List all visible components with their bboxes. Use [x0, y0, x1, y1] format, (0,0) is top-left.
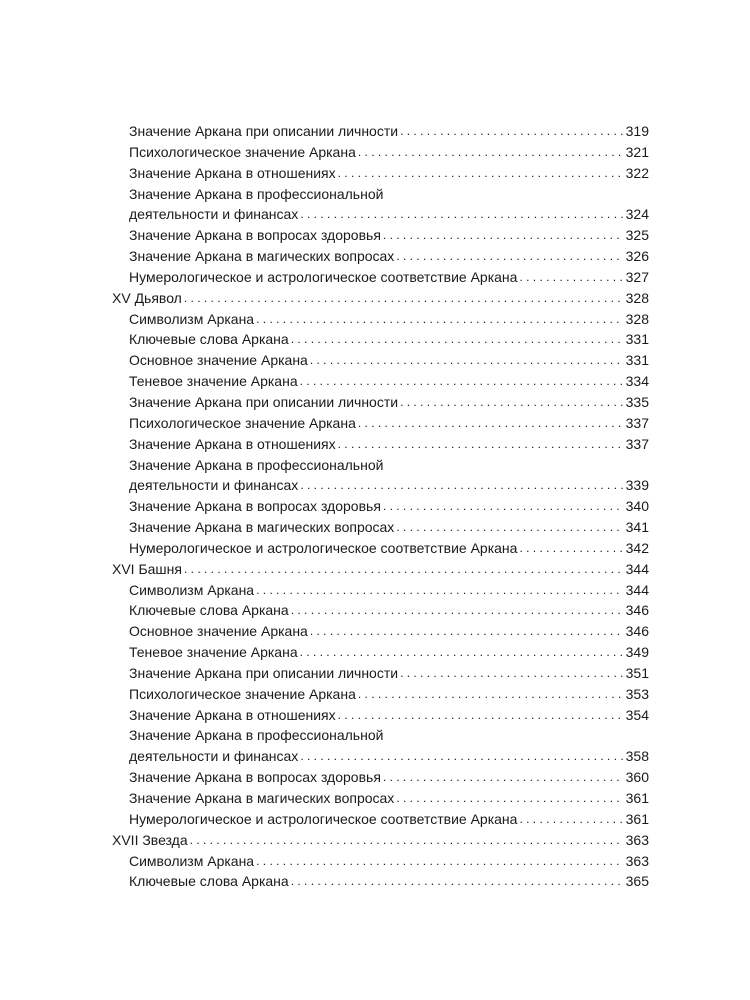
toc-entry-title: Психологическое значение Аркана — [129, 143, 356, 160]
dot-leader — [190, 830, 624, 851]
toc-page-number: 331 — [625, 352, 649, 369]
toc-entry-title: Значение Аркана в отношениях — [129, 435, 336, 452]
dot-leader — [519, 809, 623, 830]
toc-entry — [112, 309, 649, 330]
toc-entry — [112, 142, 649, 163]
toc-page-number: 346 — [625, 602, 649, 619]
dot-leader — [383, 767, 624, 788]
toc-entry — [112, 225, 649, 246]
toc-page-number: 360 — [625, 769, 649, 786]
toc-entry — [112, 642, 649, 663]
toc-chapter-entry — [112, 559, 649, 580]
toc-page-number: 353 — [625, 685, 649, 702]
dot-leader — [291, 600, 624, 621]
toc-entry — [112, 663, 649, 684]
dot-leader — [300, 204, 623, 225]
dot-leader — [396, 788, 623, 809]
toc-entry-title: Значение Аркана в профессиональной — [129, 456, 384, 473]
toc-entry-title: Теневое значение Аркана — [129, 373, 298, 390]
toc-entry — [112, 246, 649, 267]
toc-page-number: 321 — [625, 143, 649, 160]
toc-entry-title: Теневое значение Аркана — [129, 644, 298, 661]
toc-entry — [112, 496, 649, 517]
dot-leader — [300, 746, 623, 767]
toc-entry-title: Психологическое значение Аркана — [129, 414, 356, 431]
toc-page-number: 335 — [625, 393, 649, 410]
toc-page-number: 344 — [625, 560, 649, 577]
toc-page-number: 346 — [625, 623, 649, 640]
dot-leader — [310, 350, 624, 371]
dot-leader — [358, 413, 624, 434]
toc-page-number: 358 — [625, 748, 649, 765]
toc-entry-title: Значение Аркана при описании личности — [129, 393, 399, 410]
toc-entry — [112, 580, 649, 601]
toc-entry-title: Символизм Аркана — [129, 310, 255, 327]
toc-entry — [112, 538, 649, 559]
toc-entry-title: Значение Аркана в магических вопросах — [129, 519, 395, 536]
toc-entry-title: Значение Аркана в вопросах здоровья — [129, 498, 381, 515]
toc-entry — [112, 600, 649, 621]
dot-leader — [519, 538, 623, 559]
toc-entry — [112, 851, 649, 872]
toc-entry — [112, 871, 649, 892]
toc-entry — [112, 684, 649, 705]
toc-entry — [112, 746, 649, 767]
dot-leader — [291, 329, 624, 350]
toc-entry — [112, 788, 649, 809]
dot-leader — [519, 267, 623, 288]
toc-entry — [112, 371, 649, 392]
toc-page-number: 340 — [625, 498, 649, 515]
toc-page-number: 327 — [625, 268, 649, 285]
toc-page-number: 328 — [625, 310, 649, 327]
toc-entry — [112, 329, 649, 350]
toc-entry-title: XVII Звезда — [112, 831, 188, 848]
toc-page-number: 339 — [625, 477, 649, 494]
dot-leader — [300, 475, 623, 496]
dot-leader — [300, 371, 624, 392]
toc-entry-title: Значение Аркана в отношениях — [129, 706, 336, 723]
toc-entry — [112, 163, 649, 184]
toc-page-number: 328 — [625, 289, 649, 306]
toc-chapter-entry — [112, 288, 649, 309]
toc-entry — [112, 475, 649, 496]
dot-leader — [184, 288, 624, 309]
toc-page-number: 354 — [625, 706, 649, 723]
toc-entry-title: XV Дьявол — [112, 289, 182, 306]
toc-page-number: 325 — [625, 227, 649, 244]
toc-chapter-entry — [112, 830, 649, 851]
toc-entry-title: Ключевые слова Аркана — [129, 602, 289, 619]
toc-page-number: 363 — [625, 831, 649, 848]
toc-page-number: 331 — [625, 331, 649, 348]
toc-entry-title: Ключевые слова Аркана — [129, 873, 289, 890]
toc-entry — [112, 455, 649, 476]
toc-entry-title: Значение Аркана в магических вопросах — [129, 248, 395, 265]
toc-entry-title: Символизм Аркана — [129, 852, 255, 869]
toc-entry-title: деятельности и финансах — [129, 748, 299, 765]
toc-entry — [112, 184, 649, 205]
toc-page-number: 363 — [625, 852, 649, 869]
dot-leader — [400, 663, 624, 684]
toc-page-number: 326 — [625, 248, 649, 265]
toc-entry — [112, 121, 649, 142]
toc-entry-title: Основное значение Аркана — [129, 352, 308, 369]
toc-entry-title: Нумерологическое и астрологическое соответствие Аркана — [129, 539, 518, 556]
toc-entry-title: Символизм Аркана — [129, 581, 255, 598]
toc-page-number: 322 — [625, 164, 649, 181]
toc-entry-title: Нумерологическое и астрологическое соответствие Аркана — [129, 268, 518, 285]
toc-entry — [112, 350, 649, 371]
toc-entry — [112, 809, 649, 830]
dot-leader — [400, 392, 624, 413]
toc-page-number: 334 — [625, 373, 649, 390]
toc-page-number: 337 — [625, 435, 649, 452]
toc-entry-title: XVI Башня — [112, 560, 182, 577]
dot-leader — [300, 642, 624, 663]
table-of-contents — [112, 121, 649, 892]
toc-entry — [112, 267, 649, 288]
toc-entry — [112, 767, 649, 788]
dot-leader — [338, 705, 624, 726]
toc-entry — [112, 517, 649, 538]
toc-entry — [112, 621, 649, 642]
toc-page-number: 361 — [625, 790, 649, 806]
dot-leader — [383, 496, 624, 517]
toc-page-number: 341 — [625, 519, 649, 536]
dot-leader — [383, 225, 624, 246]
dot-leader — [358, 684, 624, 705]
toc-entry-title: деятельности и финансах — [129, 477, 299, 494]
toc-page-number: 319 — [625, 123, 649, 139]
toc-entry-title: Нумерологическое и астрологическое соответствие Аркана — [129, 810, 518, 827]
toc-entry-title: Значение Аркана в вопросах здоровья — [129, 769, 381, 786]
toc-entry-title: Основное значение Аркана — [129, 623, 308, 640]
dot-leader — [338, 434, 624, 455]
toc-entry — [112, 705, 649, 726]
toc-entry-title: Значение Аркана в вопросах здоровья — [129, 227, 381, 244]
toc-entry — [112, 204, 649, 225]
toc-entry-title: Значение Аркана в отношениях — [129, 164, 336, 181]
toc-entry-title: Значение Аркана в профессиональной — [129, 727, 384, 744]
dot-leader — [396, 517, 623, 538]
dot-leader — [256, 580, 624, 601]
toc-entry-title: Значение Аркана в профессиональной — [129, 185, 384, 202]
toc-page-number: 344 — [625, 581, 649, 598]
toc-entry-title: Значение Аркана в магических вопросах — [129, 790, 395, 806]
toc-entry — [112, 434, 649, 455]
dot-leader — [338, 163, 624, 184]
dot-leader — [291, 871, 624, 892]
toc-entry-title: деятельности и финансах — [129, 206, 299, 223]
toc-entry-title: Значение Аркана при описании личности — [129, 664, 399, 681]
toc-page-number: 337 — [625, 414, 649, 431]
toc-entry — [112, 392, 649, 413]
toc-page-number: 365 — [625, 873, 649, 890]
dot-leader — [256, 851, 624, 872]
toc-page-number: 351 — [625, 664, 649, 681]
toc-page-number: 361 — [625, 810, 649, 827]
dot-leader — [310, 621, 624, 642]
toc-entry-title: Ключевые слова Аркана — [129, 331, 289, 348]
toc-entry-title: Психологическое значение Аркана — [129, 685, 356, 702]
toc-page-number: 342 — [625, 539, 649, 556]
dot-leader — [400, 121, 624, 142]
toc-entry-title: Значение Аркана при описании личности — [129, 123, 399, 139]
dot-leader — [358, 142, 624, 163]
dot-leader — [396, 246, 623, 267]
toc-page-number: 324 — [625, 206, 649, 223]
dot-leader — [256, 309, 624, 330]
toc-entry — [112, 725, 649, 746]
dot-leader — [184, 559, 624, 580]
toc-page-number: 349 — [625, 644, 649, 661]
toc-entry — [112, 413, 649, 434]
